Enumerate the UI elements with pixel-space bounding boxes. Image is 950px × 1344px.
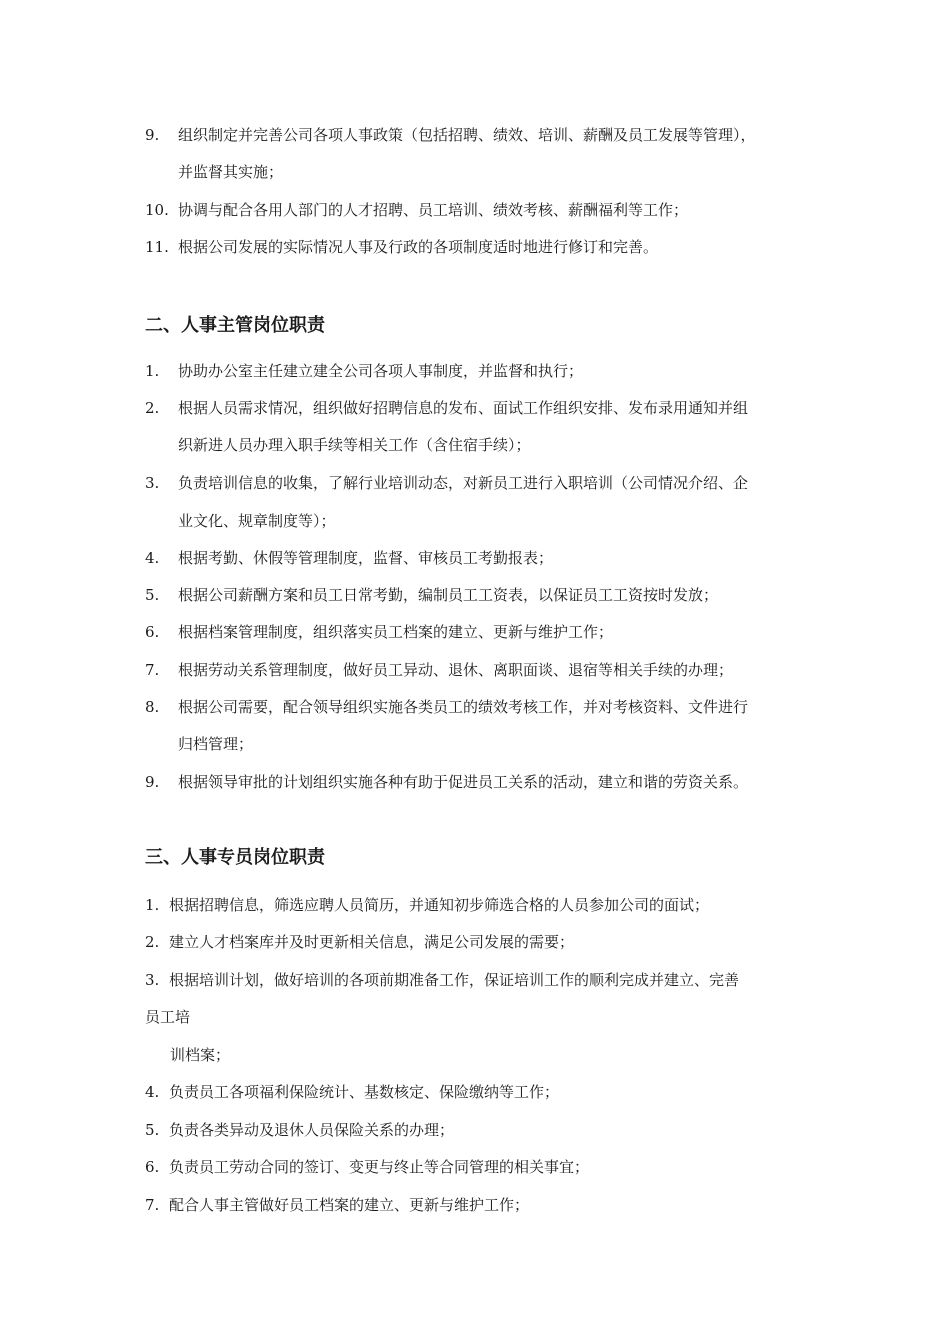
item-number: 3. <box>145 971 160 989</box>
item-text: 根据招聘信息，筛选应聘人员简历，并通知初步筛选合格的人员参加公司的面试； <box>169 896 710 914</box>
list-item <box>145 772 748 792</box>
item-text: 负责员工各项福利保险统计、基数核定、保险缴纳等工作； <box>169 1083 560 1101</box>
section-heading: 二、人事主管岗位职责 <box>145 315 325 336</box>
item-number: 11. <box>145 238 169 256</box>
section-heading: 三、人事专员岗位职责 <box>145 847 325 868</box>
list-item-continuation <box>178 511 336 531</box>
item-text: 根据公司发展的实际情况人事及行政的各项制度适时地进行修订和完善。 <box>178 238 659 256</box>
list-item-continuation <box>178 435 531 455</box>
list-item <box>145 895 709 915</box>
item-text: 根据公司需要，配合领导组织实施各类员工的绩效考核工作，并对考核资料、文件进行 <box>178 698 749 716</box>
item-text: 协助办公室主任建立建全公司各项人事制度，并监督和执行； <box>178 362 584 380</box>
item-text: 织新进人员办理入职手续等相关工作（含住宿手续）； <box>178 436 531 454</box>
item-text: 根据培训计划，做好培训的各项前期准备工作，保证培训工作的顺利完成并建立、完善 <box>169 971 740 989</box>
list-item <box>145 548 553 568</box>
item-text: 根据公司薪酬方案和员工日常考勤，编制员工工资表，以保证员工工资按时发放； <box>178 586 719 604</box>
item-number: 5. <box>145 1121 160 1139</box>
list-item <box>145 125 756 145</box>
item-number: 6. <box>145 623 160 641</box>
list-item <box>145 1082 559 1102</box>
list-item <box>145 1120 454 1140</box>
list-item <box>145 970 739 990</box>
item-text: 建立人才档案库并及时更新相关信息，满足公司发展的需要； <box>169 933 575 951</box>
list-item <box>145 697 748 717</box>
item-number: 4. <box>145 549 160 567</box>
item-number: 1. <box>145 896 160 914</box>
item-text: 根据档案管理制度，组织落实员工档案的建立、更新与维护工作； <box>178 623 614 641</box>
list-item <box>145 585 718 605</box>
item-number: 1. <box>145 362 160 380</box>
item-number: 6. <box>145 1158 160 1176</box>
list-item <box>145 361 583 381</box>
list-item-continuation <box>145 1007 190 1027</box>
item-text: 根据考勤、休假等管理制度，监督、审核员工考勤报表； <box>178 549 554 567</box>
list-item-continuation <box>170 1045 230 1065</box>
item-number: 7. <box>145 1196 160 1214</box>
list-item <box>145 200 688 220</box>
list-item <box>145 932 574 952</box>
item-text: 根据劳动关系管理制度，做好员工异动、退休、离职面谈、退宿等相关手续的办理； <box>178 661 734 679</box>
item-text: 归档管理； <box>178 735 254 753</box>
item-text: 配合人事主管做好员工档案的建立、更新与维护工作； <box>169 1196 530 1214</box>
item-number: 10. <box>145 201 169 219</box>
list-item <box>145 1195 529 1215</box>
item-number: 2. <box>145 933 160 951</box>
item-number: 3. <box>145 474 160 492</box>
item-number: 7. <box>145 661 160 679</box>
list-item <box>145 473 748 493</box>
list-item-continuation <box>178 162 283 182</box>
item-number: 2. <box>145 399 160 417</box>
list-item <box>145 237 658 257</box>
item-text: 负责培训信息的收集，了解行业培训动态，对新员工进行入职培训（公司情况介绍、企 <box>178 474 749 492</box>
item-text: 并监督其实施； <box>178 163 284 181</box>
list-item <box>145 398 748 418</box>
list-item <box>145 622 613 642</box>
item-text: 组织制定并完善公司各项人事政策（包括招聘、绩效、培训、薪酬及员工发展等管理）， <box>178 126 756 144</box>
item-text: 根据人员需求情况，组织做好招聘信息的发布、面试工作组织安排、发布录用通知并组 <box>178 399 749 417</box>
list-item-continuation <box>178 734 253 754</box>
item-text: 负责各类异动及退休人员保险关系的办理； <box>169 1121 455 1139</box>
item-number: 8. <box>145 698 160 716</box>
list-item <box>145 660 733 680</box>
item-text: 负责员工劳动合同的签订、变更与终止等合同管理的相关事宜； <box>169 1158 590 1176</box>
item-text: 训档案； <box>170 1046 231 1064</box>
item-text: 业文化、规章制度等）； <box>178 512 336 530</box>
item-number: 9. <box>145 773 160 791</box>
item-text: 协调与配合各用人部门的人才招聘、员工培训、绩效考核、薪酬福利等工作； <box>178 201 689 219</box>
item-text: 员工培 <box>145 1008 191 1026</box>
list-item <box>145 1157 589 1177</box>
item-text: 根据领导审批的计划组织实施各种有助于促进员工关系的活动，建立和谐的劳资关系。 <box>178 773 749 791</box>
item-number: 4. <box>145 1083 160 1101</box>
item-number: 5. <box>145 586 160 604</box>
item-number: 9. <box>145 126 160 144</box>
